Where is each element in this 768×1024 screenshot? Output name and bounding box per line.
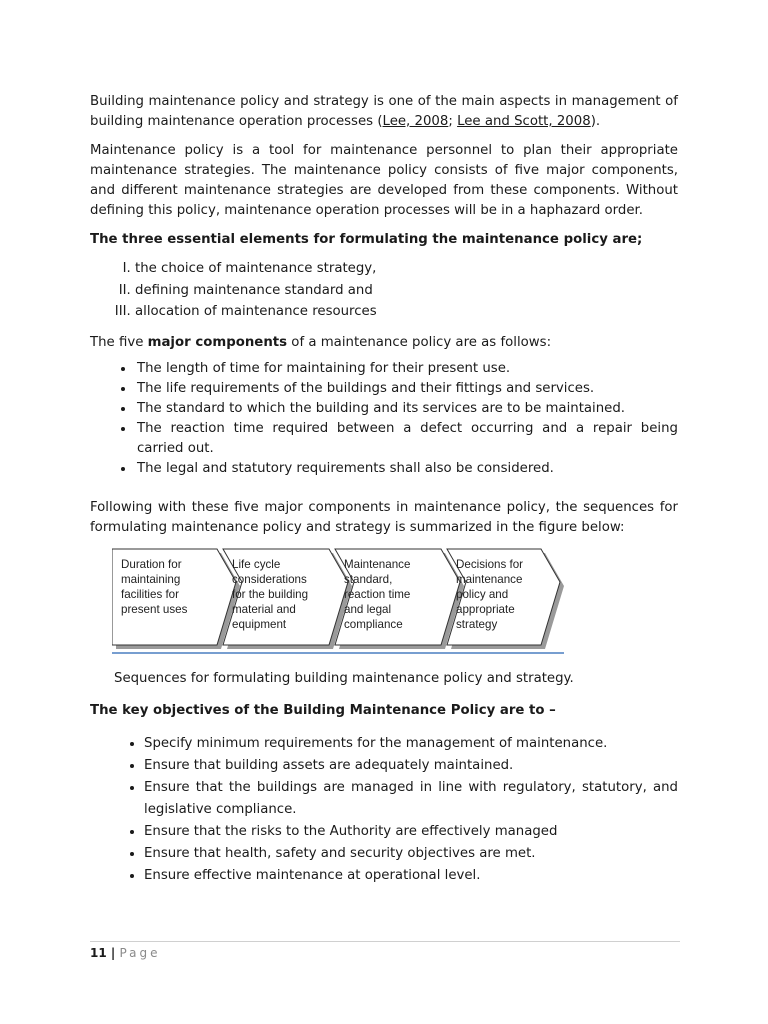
- document-page: [90, 92, 678, 887]
- list-item: • The reaction time required between a defect occurring and a repair being carried out.: [135, 419, 678, 459]
- elements-heading: The three essential elements for formulating the maintenance policy are;: [90, 232, 643, 247]
- components-intro: The five major components of a maintenance policy are as follows:: [90, 334, 552, 350]
- page-number: 11: [90, 946, 107, 960]
- figure-caption: Sequences for formulating building maintenance policy and strategy.: [114, 670, 574, 686]
- citation-lee-2008[interactable]: Lee, 2008: [382, 114, 449, 129]
- citation-lee-scott-2008[interactable]: Lee and Scott, 2008: [457, 114, 591, 129]
- components-list: [90, 359, 678, 479]
- page-footer: [90, 941, 680, 962]
- maintenance-policy-paragraph: Maintenance policy is a tool for maintenance personnel to plan their appropriate maintenance strategies. The maintenance policy consists of five major components, and different maintenance strategies are developed from these components. Without defining this policy, maintenance operation processes will be in a haphazard order.: [90, 143, 678, 218]
- list-item: • Specify minimum requirements for the management of maintenance.: [144, 733, 678, 755]
- list-item: II. defining maintenance standard and: [135, 280, 678, 302]
- elements-list: [90, 258, 678, 323]
- step-label-1: Duration for maintaining facilities for present uses: [121, 557, 188, 616]
- list-item: • The legal and statutory requirements shall also be considered.: [135, 459, 678, 479]
- intro-paragraph: Building maintenance policy and strategy is one of the main aspects in management of building maintenance operation processes (Lee, 2008; Lee and Scott, 2008).: [90, 94, 678, 129]
- list-item: • Ensure that health, safety and security objectives are met.: [144, 843, 678, 865]
- footer-separator: |: [106, 946, 120, 960]
- list-item: • The length of time for maintaining for their present use.: [135, 359, 678, 379]
- list-item: • The life requirements of the buildings and their fittings and services.: [135, 379, 678, 399]
- list-item: • The standard to which the building and its services are to be maintained.: [135, 399, 678, 419]
- objectives-list: [90, 733, 678, 887]
- step-label-2: Life cycle considerations for the building material and equipment: [232, 557, 309, 631]
- list-item: I. the choice of maintenance strategy,: [135, 258, 678, 280]
- sequence-intro-paragraph: Following with these five major components in maintenance policy, the sequences for formulating maintenance policy and strategy is summarized in the figure below:: [90, 499, 678, 535]
- page-label: Page: [119, 946, 161, 960]
- list-item: III. allocation of maintenance resources: [135, 301, 678, 323]
- list-item: • Ensure effective maintenance at operational level.: [144, 865, 678, 887]
- list-item: • Ensure that the risks to the Authority are effectively managed: [144, 821, 678, 843]
- list-item: • Ensure that building assets are adequately maintained.: [144, 755, 678, 777]
- step-label-3: Maintenance standard, reaction time and legal compliance: [344, 557, 411, 631]
- step-label-4: Decisions for maintenance policy and appropriate strategy: [456, 557, 524, 631]
- objectives-heading: The key objectives of the Building Maintenance Policy are to –: [90, 702, 556, 718]
- process-flow-figure: [112, 548, 564, 654]
- list-item: • Ensure that the buildings are managed in line with regulatory, statutory, and legislative compliance.: [144, 777, 678, 821]
